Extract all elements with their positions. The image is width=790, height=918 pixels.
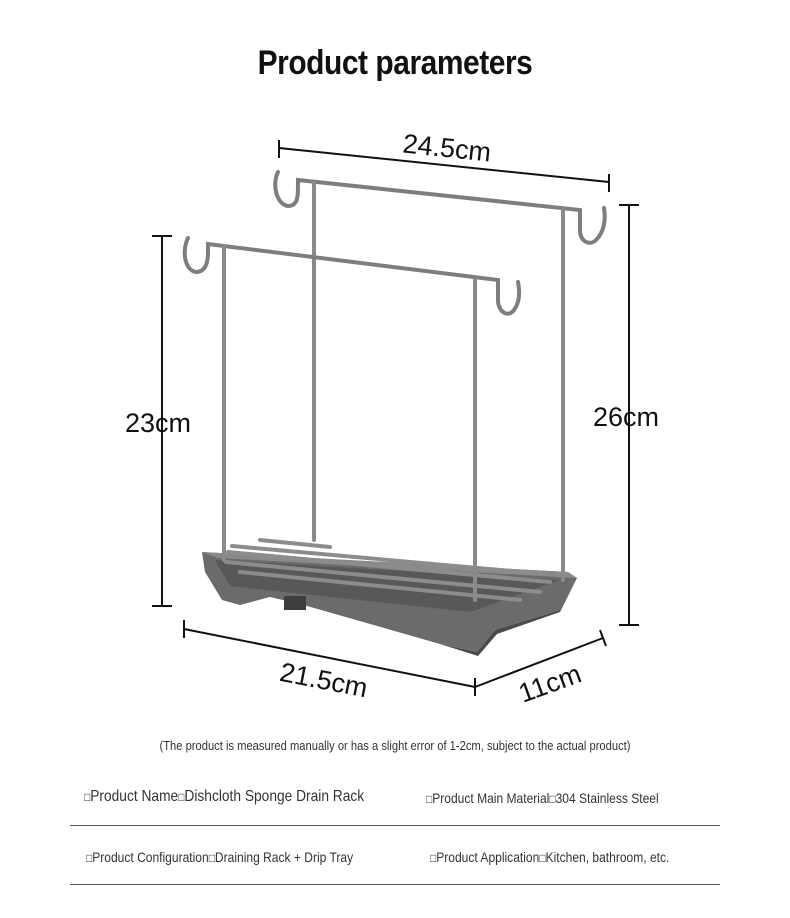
- bullet-glyph: □: [208, 851, 215, 865]
- bullet-glyph: □: [84, 790, 91, 804]
- page-title: Product parameters: [257, 44, 533, 82]
- spec-label: Product Application: [436, 849, 540, 865]
- bullet-glyph: □: [549, 792, 556, 806]
- bullet-glyph: □: [178, 790, 185, 804]
- spec-value: Dishcloth Sponge Drain Rack: [184, 788, 365, 805]
- spec-label: Product Configuration: [92, 849, 209, 865]
- spec-configuration: [86, 849, 353, 865]
- spec-value: Kitchen, bathroom, etc.: [545, 849, 670, 865]
- spec-value: 304 Stainless Steel: [555, 790, 659, 806]
- spec-product-name: [84, 788, 364, 806]
- divider: [70, 884, 720, 885]
- base-depth-label: 11cm: [514, 658, 586, 709]
- bullet-glyph: □: [430, 851, 437, 865]
- spec-label: Product Name: [90, 788, 179, 805]
- back-rack-frame: [275, 172, 604, 580]
- bullet-glyph: □: [539, 851, 546, 865]
- spec-value: Draining Rack + Drip Tray: [214, 849, 354, 865]
- spec-main-material: [426, 790, 659, 806]
- bullet-glyph: □: [86, 851, 93, 865]
- top-width-label: 24.5cm: [401, 128, 493, 168]
- spec-application: [430, 849, 669, 865]
- spec-label: Product Main Material: [432, 790, 550, 806]
- base-length-label: 21.5cm: [277, 656, 371, 704]
- measurement-note: (The product is measured manually or has a slight error of 1-2cm, subject to the actual product): [159, 738, 631, 753]
- left-height-label: 23cm: [124, 408, 192, 438]
- bullet-glyph: □: [426, 792, 433, 806]
- divider: [70, 825, 720, 826]
- right-height-label: 26cm: [592, 402, 660, 432]
